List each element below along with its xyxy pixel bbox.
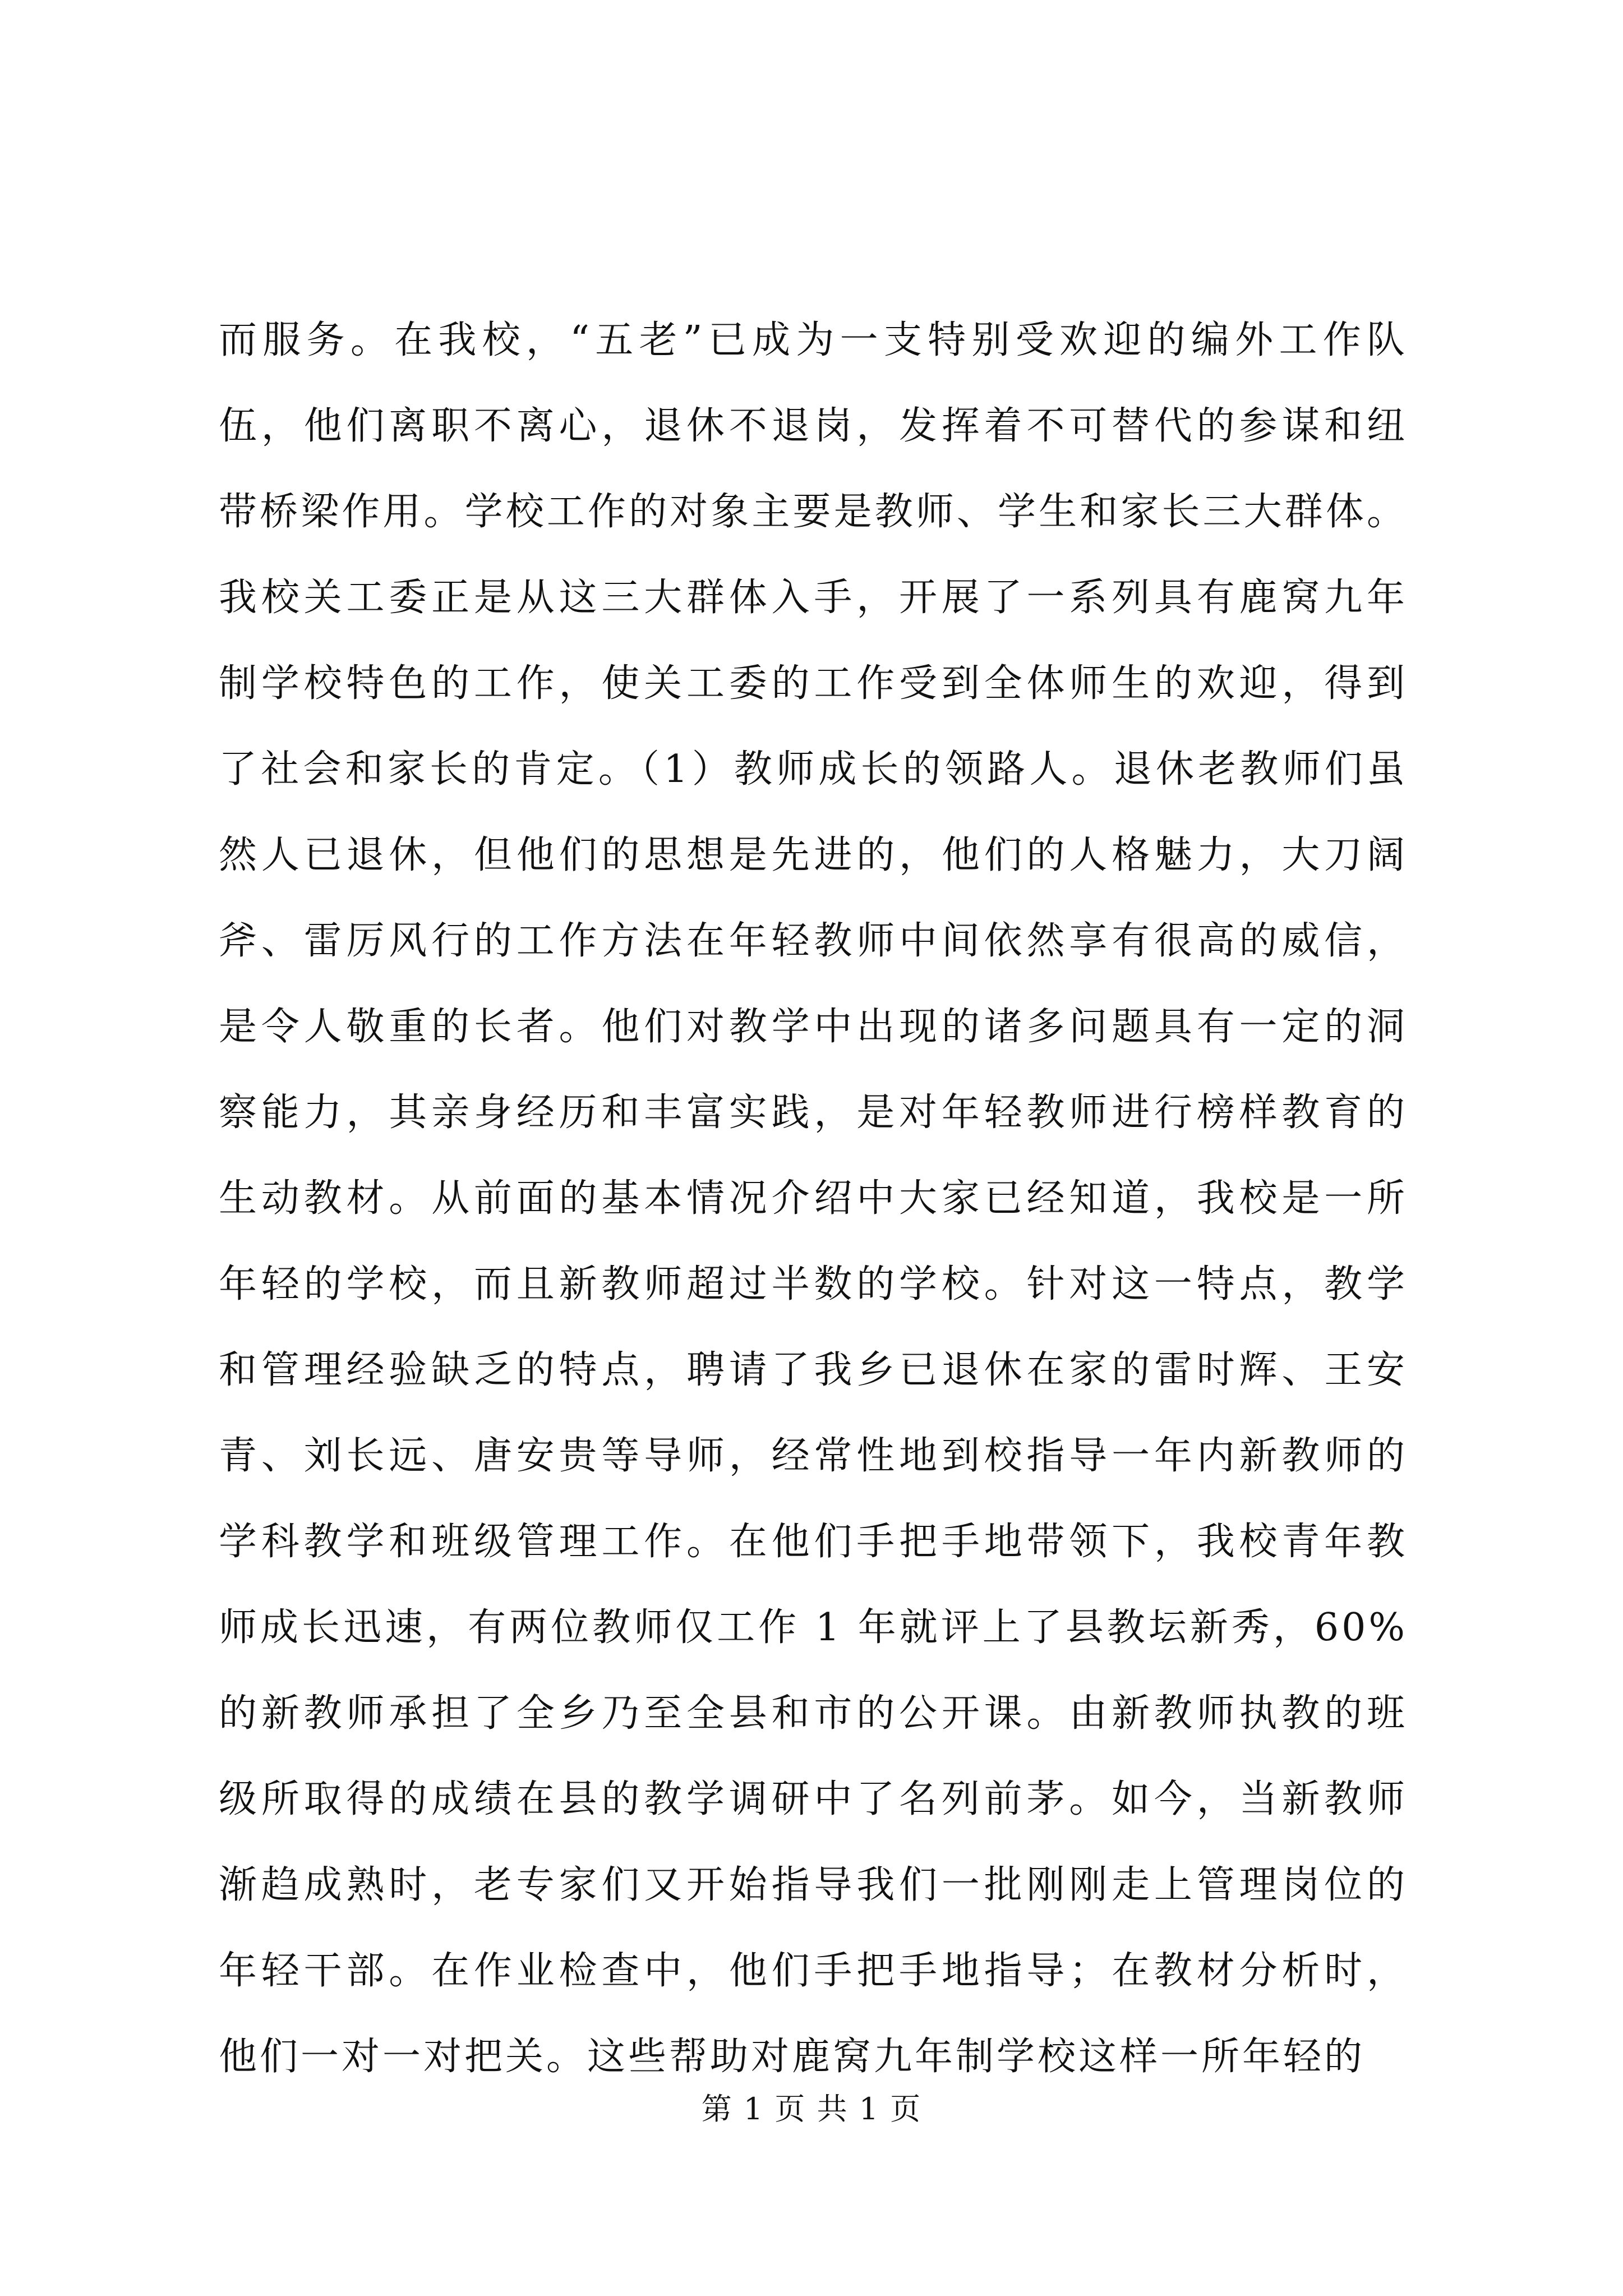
text-line: 伍，他们离职不离心，退休不退岗，发挥着不可替代的参谋和纽: [219, 404, 1408, 448]
text-line: 年轻干部。在作业检查中，他们手把手地指导；在教材分析时，: [219, 1949, 1408, 1993]
text-line: 我校关工委正是从这三大群体入手，开展了一系列具有鹿窝九年: [219, 576, 1408, 620]
text-line: 渐趋成熟时，老专家们又开始指导我们一批刚刚走上管理岗位的: [219, 1863, 1408, 1907]
text-line: 制学校特色的工作，使关工委的工作受到全体师生的欢迎，得到: [219, 661, 1408, 706]
text-line: 他们一对一对把关。这些帮助对鹿窝九年制学校这样一所年轻的: [219, 2035, 1366, 2079]
body-text: [219, 297, 1408, 2100]
text-line: 生动教材。从前面的基本情况介绍中大家已经知道，我校是一所: [219, 1176, 1408, 1221]
text-line: 斧、雷厉风行的工作方法在年轻教师中间依然享有很高的威信，: [219, 919, 1408, 963]
text-line: 师成长迅速，有两位教师仅工作 1 年就评上了县教坛新秀，60%: [219, 1605, 1408, 1650]
text-line: 年轻的学校，而且新教师超过半数的学校。针对这一特点，教学: [219, 1262, 1408, 1306]
page-footer: 第 1 页 共 1 页: [701, 2091, 922, 2127]
text-line: 级所取得的成绩在县的教学调研中了名列前茅。如今，当新教师: [219, 1777, 1408, 1821]
text-line: 了社会和家长的肯定。（1）教师成长的领路人。退休老教师们虽: [219, 747, 1408, 792]
text-line: 带桥梁作用。学校工作的对象主要是教师、学生和家长三大群体。: [219, 490, 1408, 534]
text-line: 学科教学和班级管理工作。在他们手把手地带领下，我校青年教: [219, 1520, 1408, 1564]
text-line: 青、刘长远、唐安贵等导师，经常性地到校指导一年内新教师的: [219, 1434, 1408, 1478]
text-line: 的新教师承担了全乡乃至全县和市的公开课。由新教师执教的班: [219, 1691, 1408, 1736]
text-line: 是令人敬重的长者。他们对教学中出现的诸多问题具有一定的洞: [219, 1005, 1408, 1049]
text-line: 然人已退休，但他们的思想是先进的，他们的人格魅力，大刀阔: [219, 833, 1408, 877]
text-line: 而服务。在我校，“五老”已成为一支特别受欢迎的编外工作队: [219, 318, 1408, 362]
text-line: 察能力，其亲身经历和丰富实践，是对年轻教师进行榜样教育的: [219, 1091, 1408, 1135]
text-line: 和管理经验缺乏的特点，聘请了我乡已退休在家的雷时辉、王安: [219, 1348, 1408, 1392]
